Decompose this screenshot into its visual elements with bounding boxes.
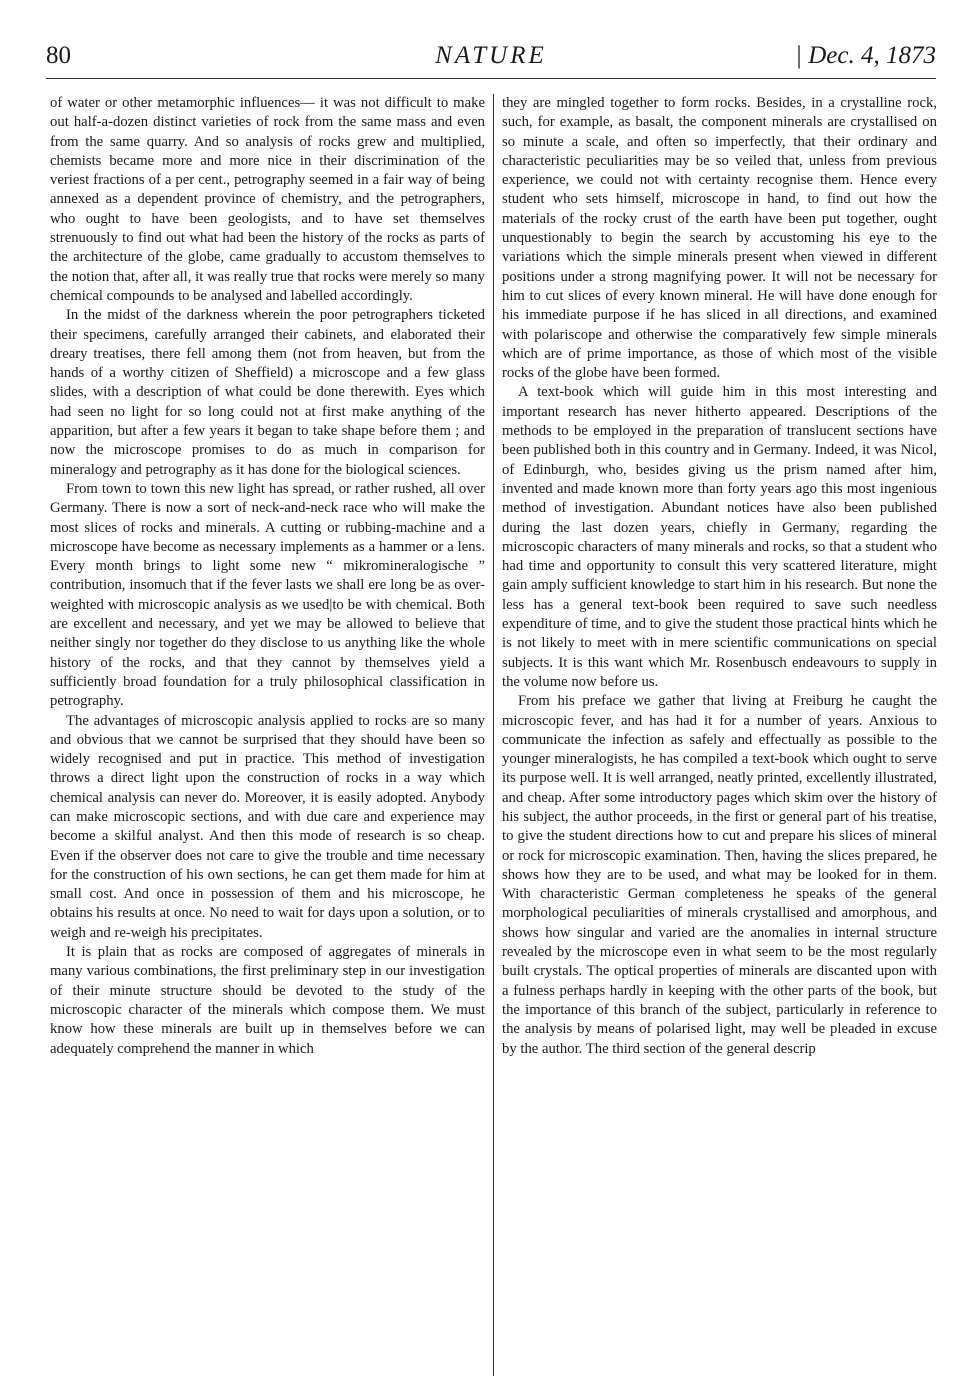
journal-title: NATURE (435, 42, 547, 69)
paragraph: It is plain that as rocks are composed of aggregates of minerals in many various combinations, the first preliminary step in our investigation of their minute structure should be devoted to the study of the microscopic character of the minerals which compose them. We must know how these minerals are built up in themselves before we can adequately comprehend the manner in which (50, 944, 485, 1057)
paragraph: In the midst of the darkness wherein the poor petrographers ticketed their specimens, carefully arranged their cabinets, and elaborated their dreary treatises, there fell among them (not from heaven, but from the hands of a worthy citizen of Sheffield) a microscope and a few glass slides, with a description of what could be done therewith. Eyes which had seen no light for so long could not at first make anything of the apparition, but after a few years it began to take shape before them ; and now the microscope promises to do as much in comparison for mineralogy and petrography as it has done for the biological sciences. (50, 307, 485, 478)
issue-date: | Dec. 4, 1873 (795, 42, 936, 69)
paragraph: of water or other metamorphic influences— it was not difficult to make out half-a-dozen distinct varieties of rock from the same mass and even from the same quarry. And so analysis of rocks grew and multiplied, chemists became more and more nice in their discrimination of the veriest fractions of a per cent., petrography seemed in a fair way of being annexed as a dependent province of chemistry, and the petrographers, who ought to have been geologists, and to have set themselves strenuously to find out what had been the history of the rocks as parts of the architecture of the globe, came gradually to accustom themselves to the notion that, after all, it was really true that rocks were merely so many chemical compounds to be analysed and labelled accordingly. (50, 95, 485, 304)
left-column (50, 94, 485, 1370)
paragraph: A text-book which will guide him in this most interesting and important research has never hitherto appeared. Descriptions of the methods to be employed in the preparation of translucent sections have been published both in this country and in Germany. Indeed, it was Nicol, of Edinburgh, who, besides giving us the prism named after him, invented and made known more than forty years ago this most ingenious method of investigation. Abundant notices have also been published during the last dozen years, chiefly in Germany, regarding the microscopic characters of many minerals and rocks, so that a student who had time and opportunity to consult this very scattered literature, might gain amply sufficient knowledge to start him in his research. But none the less has a general text-book been required to save such needless expenditure of time, and to give the student those practical hints which he is not likely to meet with in mere scientific communications on special subjects. It is this want which Mr. Rosenbusch endeavours to supply in the volume now before us. (502, 384, 937, 690)
paragraph: they are mingled together to form rocks. Besides, in a crystalline rock, such, for example, as basalt, the component minerals are crystallised on so minute a scale, and often so imperfectly, that their ordinary and characteristic peculiarities may be so veiled that, unless from previous experience, we could not with certainty recognise them. Hence every student who sets himself, microscope in hand, to find out how the materials of the rocky crust of the earth have been put together, ought unquestionably to begin the search by accustoming his eye to the variations which the simple minerals present when viewed in different positions under a strong magnifying power. It will not be necessary for him to cut slices of every known mineral. He will have done enough for his immediate purpose if he has sliced in all directions, and examined with polariscope and otherwise the comparatively few simple minerals which are of prime importance, as those of which most of the visible rocks of the globe have been formed. (502, 95, 937, 382)
column-divider (493, 94, 494, 1376)
paragraph: The advantages of microscopic analysis applied to rocks are so many and obvious that we cannot be surprised that they should have been so widely recognised and put in practice. This method of investigation throws a direct light upon the construction of rocks in a way which chemical analysis can never do. Moreover, it is easily adopted. Anybody can make microscopic sections, and with due care and experience may become a skilful analyst. And then this mode of research is so cheap. Even if the observer does not care to give the trouble and time necessary for the construction of his own sections, he can get them made for him at small cost. And once in possession of them and his microscope, he obtains his results at once. No need to wait for days upon a solution, or to weigh and re-weigh his precipitates. (50, 712, 485, 941)
header-rule (46, 78, 936, 79)
right-column (502, 94, 937, 1370)
page-header (46, 42, 936, 82)
page-number: 80 (46, 42, 71, 69)
paragraph: From town to town this new light has spread, or rather rushed, all over Germany. There is now a sort of neck-and-neck race who will make the most slices of rocks and minerals. A cutting or rubbing-machine and a microscope have become as necessary implements as a hammer or a lens. Every month brings to light some new “ mikromineralogische ” contribution, insomuch that if the fever lasts we shall ere long be as over-weighted with microscopic analysis as we used|to be with chemical. Both are excellent and necessary, and yet we may be allowed to believe that neither singly nor together do they disclose to us anything like the whole history of the rocks, and that they cannot by themselves yield a sufficiently broad foundation for a truly philosophical classification in petrography. (50, 480, 485, 710)
paragraph: From his preface we gather that living at Freiburg he caught the microscopic fever, and has had it for a number of years. Anxious to communicate the infection as safely and effectually as possible to the younger mineralogists, he has compiled a text-book which ought to serve its purpose well. It is well arranged, neatly printed, excellently illustrated, and cheap. After some introductory pages which skim over the history of his subject, the author proceeds, in the first or general part of his treatise, to give the student directions how to cut and prepare his slices of mineral or rock for microscopic examination. Then, having the slices prepared, he shows how they are to be used, and what may be looked for in them. With characteristic German completeness he speaks of the general morphological peculiarities of minerals crystallised and amorphous, and shows how singular and varied are the anomalies in internal structure revealed by the microscope even in what seem to be the most regularly built crystals. The optical properties of minerals are discanted upon with a fulness perhaps hardly in keeping with the other parts of the book, but the importance of this branch of the subject, particularly in reference to the analysis by means of polarised light, may well be pleaded in excuse by the author. The third section of the general descrip (502, 693, 937, 1057)
